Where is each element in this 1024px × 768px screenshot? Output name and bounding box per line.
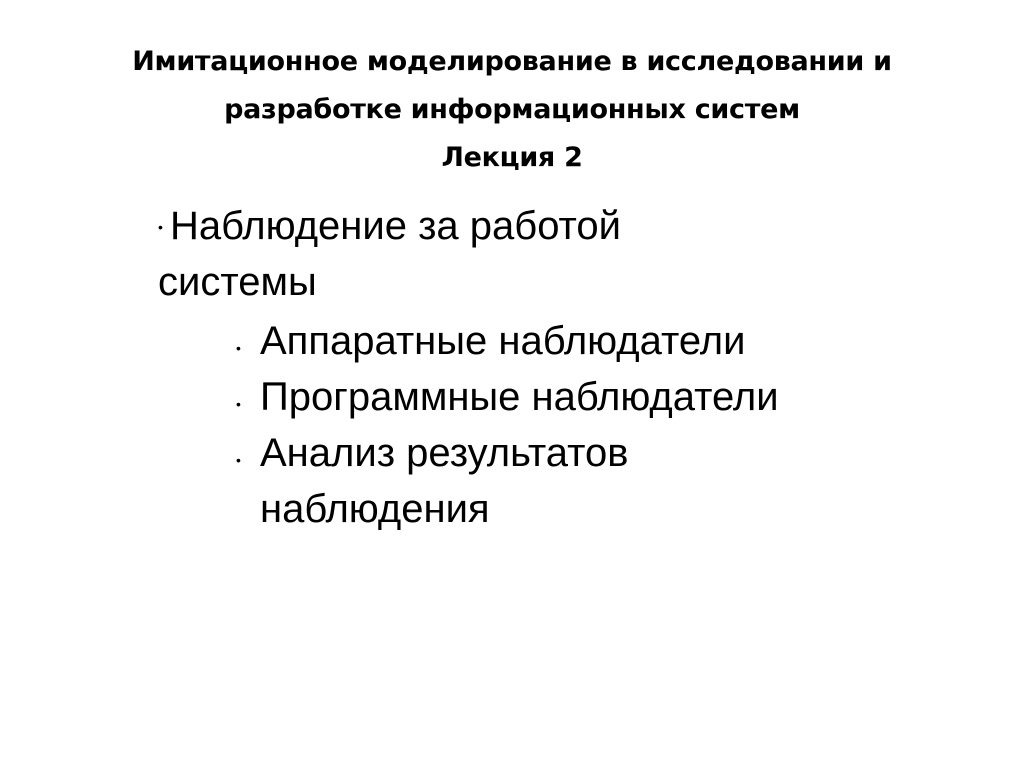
sub-bullet-item [158,425,820,537]
bullet-dot-icon: • [236,340,241,356]
slide-title [40,38,984,182]
sub-bullet-text: Анализ результатов наблюдения [260,431,629,531]
slide-content [158,198,958,537]
bullet-dot-icon: • [158,219,163,235]
sub-bullet-item [158,313,820,369]
title-line-1: Имитационное моделирование в исследовании и [132,46,892,77]
bullet-dot-icon: • [236,396,241,412]
main-bullet-item [158,198,718,310]
lecture-number: Лекция 2 [441,142,583,173]
sub-bullet-text: Аппаратные наблюдатели [260,319,746,363]
sub-bullet-list [158,313,958,537]
title-line-2: разработке информационных систем [224,94,800,125]
bullet-dot-icon: • [236,452,241,468]
sub-bullet-text: Программные наблюдатели [260,375,779,419]
sub-bullet-item [158,369,820,425]
main-bullet-text: Наблюдение за работой системы [158,204,622,304]
